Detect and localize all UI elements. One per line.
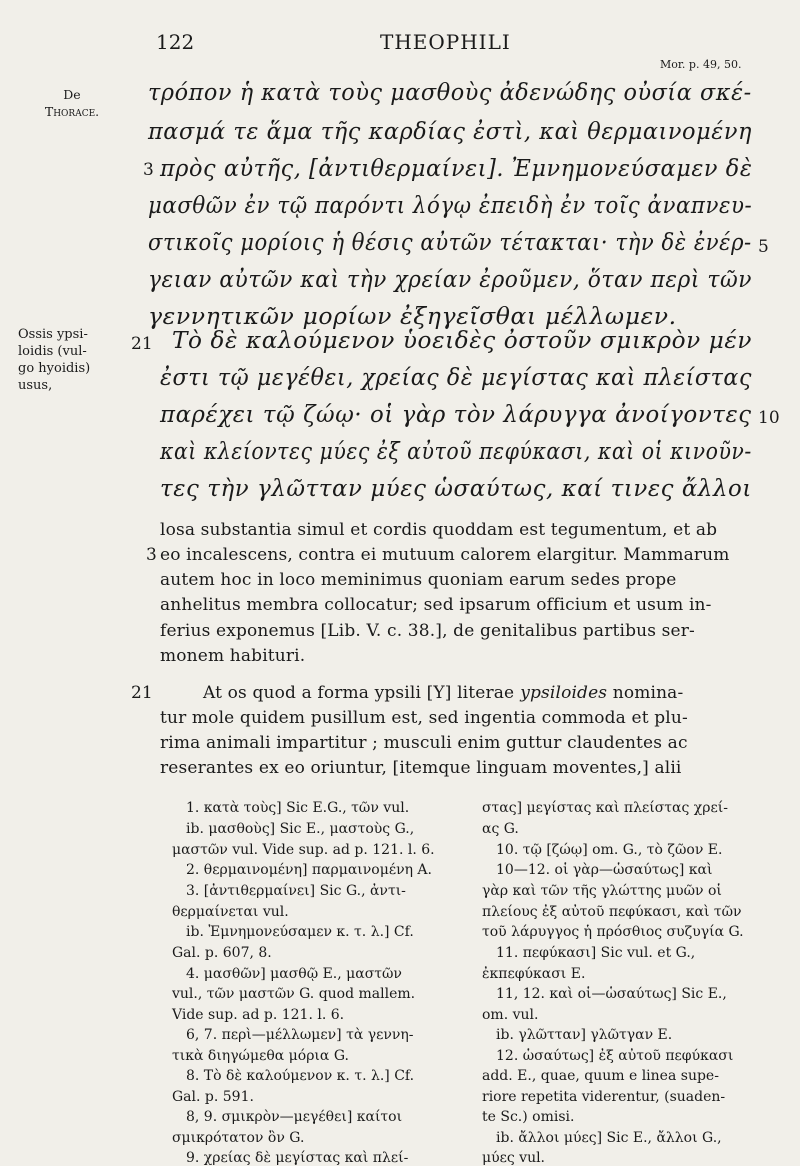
footnote-line: 2. θερμαινομένη] παρμαινομένη A. xyxy=(186,862,432,878)
footnote-line: στας] μεγίστας καὶ πλείστας χρεί- xyxy=(482,800,728,816)
greek-line: παρέχει τῷ ζώῳ· οἱ γὰρ τὸν λάρυγγα ἀνοίγοντες xyxy=(160,400,752,428)
footnote-line: om. vul. xyxy=(482,1007,539,1023)
line-number: 5 xyxy=(758,237,769,257)
margin-ossis-line: Ossis ypsi- xyxy=(18,327,88,342)
footnote-line: ib. μασθοὺς] Sic E., μαστοὺς G., xyxy=(186,821,415,837)
footnote-line: 8, 9. σμικρὸν—μεγέθει] καίτοι xyxy=(186,1109,403,1125)
footnote-line: vul., τῶν μαστῶν G. quod mallem. xyxy=(172,986,416,1002)
footnote-line: ἐκπεφύκασι E. xyxy=(482,966,586,982)
page-header xyxy=(0,30,800,60)
latin-italic-word: ypsiloides xyxy=(520,683,608,703)
footnote-line: τικὰ διηγώμεθα μόρια G. xyxy=(172,1048,349,1064)
latin-line: autem hoc in loco meminimus quoniam earum sedes prope xyxy=(160,570,677,590)
line-number: 10 xyxy=(758,408,780,428)
latin-line: monem habituri. xyxy=(160,646,306,666)
footnote-line: 10—12. οἱ γὰρ—ὡσαύτως] καὶ xyxy=(496,862,713,878)
greek-line: μασθῶν ἐν τῷ παρόντι λόγῳ ἐπειδὴ ἐν τοῖς ἀναπνευ- xyxy=(148,191,753,219)
footnote-line: 1. κατὰ τοὺς] Sic E.G., τῶν vul. xyxy=(186,800,410,816)
running-title: THEOPHILI xyxy=(380,30,511,54)
greek-line: πρὸς αὐτῆς, [ἀντιθερμαίνει]. Ἐμνημονεύσαμεν δὲ xyxy=(160,154,753,182)
footnote-line: γὰρ καὶ τῶν τῆς γλώττης μυῶν οἱ xyxy=(482,883,722,899)
latin-line: losa substantia simul et cordis quoddam est tegumentum, et ab xyxy=(160,520,718,540)
margin-ossis-line: go hyoidis) xyxy=(18,361,91,376)
footnote-line: ib. Ἐμνημονεύσαμεν κ. τ. λ.] Cf. xyxy=(186,924,414,940)
greek-line: γειαν αὐτῶν καὶ τὴν χρείαν ἐροῦμεν, ὅταν περὶ τῶν xyxy=(148,265,753,293)
margin-note-ossis xyxy=(18,326,128,394)
greek-line: πασμά τε ἅμα τῆς καρδίας ἐστὶ, καὶ θερμαινομένη xyxy=(148,117,753,145)
page-number: 122 xyxy=(156,30,195,54)
footnote-line: 8. Τὸ δὲ καλούμενον κ. τ. λ.] Cf. xyxy=(186,1068,415,1084)
footnote-line: riore repetita viderentur, (suaden- xyxy=(482,1089,726,1105)
latin-line: anhelitus membra collocatur; sed ipsarum officium et usum in- xyxy=(160,595,712,615)
margin-thorace-line: Thorace. xyxy=(44,104,100,119)
latin-line: eo incalescens, contra ei mutuum calorem elargitur. Mammarum xyxy=(160,545,730,565)
footnote-line: ας G. xyxy=(482,821,519,837)
greek-line: καὶ κλείοντες μύες ἐξ αὐτοῦ πεφύκασι, καὶ οἱ κινοῦν- xyxy=(160,437,752,465)
latin-line-start: At os quod a forma ypsili [Υ] literae xyxy=(203,683,515,703)
footnote-line: 11. πεφύκασι] Sic vul. et G., xyxy=(496,945,696,961)
margin-de-line: De xyxy=(63,87,81,102)
greek-line: γεννητικῶν μορίων ἐξηγεῖσθαι μέλλωμεν. xyxy=(148,302,677,330)
line-number: 3 xyxy=(146,545,157,565)
margin-note-de-thorace xyxy=(22,86,122,120)
footnote-line: 9. χρείας δὲ μεγίστας καὶ πλεί- xyxy=(186,1150,409,1166)
footnote-line: 6, 7. περὶ—μέλλωμεν] τὰ γεννη- xyxy=(186,1027,414,1043)
footnote-line: Vide sup. ad p. 121. l. 6. xyxy=(172,1007,345,1023)
footnote-line: Gal. p. 607, 8. xyxy=(172,945,272,961)
footnote-line: μύες vul. xyxy=(482,1150,546,1166)
greek-line: τρόπον ἡ κατὰ τοὺς μασθοὺς ἀδενώδης οὐσία σκέ- xyxy=(148,78,752,106)
greek-line: στικοῖς μορίοις ἡ θέσις αὐτῶν τέτακται· τὴν δὲ ἐνέρ- xyxy=(148,228,752,256)
line-number: 21 xyxy=(131,334,153,354)
line-number: 21 xyxy=(131,683,153,703)
latin-line: tur mole quidem pusillum est, sed ingentia commoda et plu- xyxy=(160,708,688,728)
footnote-line: add. E., quae, quum e linea supe- xyxy=(482,1068,719,1084)
greek-line: Τὸ δὲ καλούμενον ὑοειδὲς ὀστοῦν σμικρὸν μέν xyxy=(172,326,753,354)
footnote-line: σμικρότατον ὂν G. xyxy=(172,1130,305,1146)
footnote-line: Gal. p. 591. xyxy=(172,1089,254,1105)
footnote-line: μαστῶν vul. Vide sup. ad p. 121. l. 6. xyxy=(172,842,435,858)
latin-line: rima animali impartitur ; musculi enim guttur claudentes ac xyxy=(160,733,688,753)
footnote-line: πλείους ἐξ αὐτοῦ πεφύκασι, καὶ τῶν xyxy=(482,904,742,920)
latin-line-end: nomina- xyxy=(607,683,684,703)
footnote-line: 3. [ἀντιθερμαίνει] Sic G., ἀντι- xyxy=(186,883,406,899)
latin-line: ferius exponemus [Lib. V. c. 38.], de genitalibus partibus ser- xyxy=(160,621,695,641)
footnote-line: te Sc.) omisi. xyxy=(482,1109,575,1125)
latin-line: reserantes ex eo oriuntur, [itemque linguam moventes,] alii xyxy=(160,758,682,778)
footnote-line: ib. γλῶτταν] γλῶτγαν E. xyxy=(496,1027,673,1043)
footnote-line: 12. ὡσαύτως] ἐξ αὐτοῦ πεφύκασι xyxy=(496,1048,734,1064)
reference-note: Mor. p. 49, 50. xyxy=(660,58,742,71)
greek-line: ἐστι τῷ μεγέθει, χρείας δὲ μεγίστας καὶ πλείστας xyxy=(160,363,752,391)
margin-ossis-line: loidis (vul- xyxy=(18,344,87,359)
footnote-line: 11, 12. καὶ οἱ—ὡσαύτως] Sic E., xyxy=(496,986,727,1002)
footnote-line: θερμαίνεται vul. xyxy=(172,904,289,920)
footnote-line: τοῦ λάρυγγος ἡ πρόσθιος συζυγία G. xyxy=(482,924,744,940)
latin-line xyxy=(203,683,683,703)
greek-line: τες τὴν γλῶτταν μύες ὡσαύτως, καί τινες ἄλλοι xyxy=(160,474,752,502)
footnote-line: 10. τῷ [ζώῳ] om. G., τὸ ζῶον E. xyxy=(496,842,723,858)
footnote-line: ib. ἄλλοι μύες] Sic E., ἄλλοι G., xyxy=(496,1130,722,1146)
margin-ossis-line: usus, xyxy=(18,378,53,393)
footnote-line: 4. μασθῶν] μασθῷ E., μαστῶν xyxy=(186,966,402,982)
line-number: 3 xyxy=(143,160,154,180)
